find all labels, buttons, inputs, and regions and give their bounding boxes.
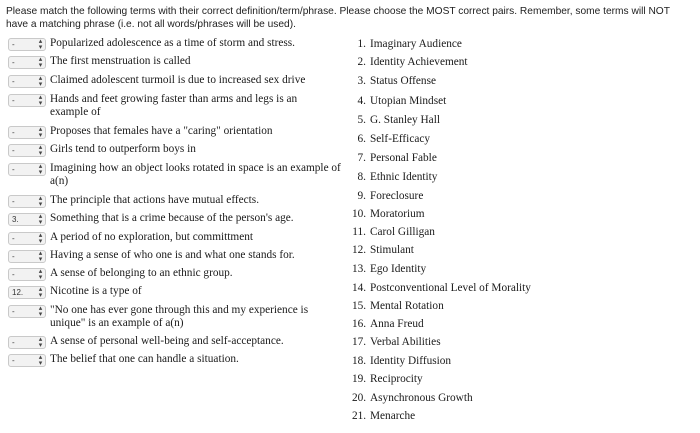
term-select[interactable]	[8, 126, 46, 139]
answer-number: 13.	[352, 263, 367, 275]
term-row	[8, 231, 353, 247]
select-value: -	[12, 356, 15, 365]
answer-item	[352, 151, 437, 165]
term-row	[8, 162, 353, 192]
term-select[interactable]	[8, 336, 46, 349]
answer-text: Self-Efficacy	[370, 133, 431, 145]
answer-number: 10.	[352, 208, 367, 220]
answer-item	[352, 207, 425, 221]
term-row	[8, 212, 353, 228]
answer-item	[352, 299, 444, 313]
term-row	[8, 93, 353, 123]
select-value: 12.	[12, 288, 24, 297]
term-text: Nicotine is a type of	[50, 285, 142, 297]
answer-item	[352, 262, 426, 276]
term-row	[8, 285, 353, 301]
select-value: -	[12, 146, 15, 155]
answer-text: Identity Achievement	[370, 56, 468, 68]
select-arrows-icon: ▴ ▾	[38, 305, 43, 318]
term-text: The belief that one can handle a situation.	[50, 353, 239, 365]
term-text: Something that is a crime because of the person's age.	[50, 212, 294, 224]
answer-number: 21.	[352, 410, 367, 422]
select-arrows-icon: ▴ ▾	[38, 232, 43, 245]
term-text: Popularized adolescence as a time of storm and stress.	[50, 37, 296, 49]
select-value: 3.	[12, 215, 19, 224]
answer-text: Asynchronous Growth	[370, 392, 473, 404]
answer-item	[352, 317, 424, 331]
answer-number: 2.	[357, 56, 366, 68]
select-arrows-icon: ▴ ▾	[38, 75, 43, 88]
select-value: -	[12, 270, 15, 279]
term-text: "No one has ever gone through this and my experience is unique" is an example of a(n)	[50, 304, 309, 329]
term-row	[8, 249, 353, 265]
answer-number: 7.	[357, 152, 366, 164]
answer-number: 5.	[357, 114, 366, 126]
term-row	[8, 194, 353, 210]
term-select[interactable]	[8, 38, 46, 51]
term-text: The first menstruation is called	[50, 55, 191, 67]
answer-number: 6.	[357, 133, 366, 145]
select-value: -	[12, 77, 15, 86]
term-text: Having a sense of who one is and what one stands for.	[50, 249, 295, 261]
term-select[interactable]	[8, 232, 46, 245]
term-select[interactable]	[8, 56, 46, 69]
answer-text: Postconventional Level of Morality	[370, 282, 531, 294]
answer-text: Personal Fable	[370, 152, 437, 164]
answer-number: 3.	[357, 75, 366, 87]
term-text: Claimed adolescent turmoil is due to increased sex drive	[50, 74, 306, 86]
term-text: Imagining how an object looks rotated in space is an example of a(n)	[50, 162, 341, 187]
term-text: A sense of belonging to an ethnic group.	[50, 267, 233, 279]
answer-item	[352, 354, 451, 368]
answer-text: Foreclosure	[370, 190, 424, 202]
select-value: -	[12, 252, 15, 261]
answer-item	[352, 55, 468, 69]
answer-item	[352, 409, 415, 423]
term-select[interactable]	[8, 268, 46, 281]
answer-number: 15.	[352, 300, 367, 312]
term-row	[8, 143, 353, 159]
answer-text: Status Offense	[370, 75, 436, 87]
term-row	[8, 304, 353, 334]
answer-text: Ego Identity	[370, 263, 427, 275]
answer-text: Imaginary Audience	[370, 38, 462, 50]
answer-number: 4.	[357, 95, 366, 107]
answer-text: Carol Gilligan	[370, 226, 435, 238]
answer-number: 8.	[357, 171, 366, 183]
answer-text: G. Stanley Hall	[370, 114, 440, 126]
select-value: -	[12, 96, 15, 105]
term-select[interactable]	[8, 163, 46, 176]
term-select[interactable]	[8, 75, 46, 88]
term-text: A period of no exploration, but committment	[50, 231, 253, 243]
answer-item	[352, 132, 430, 146]
answer-text: Mental Rotation	[370, 300, 444, 312]
answer-text: Identity Diffusion	[370, 355, 452, 367]
term-row	[8, 55, 353, 71]
answer-number: 12.	[352, 244, 367, 256]
answer-number: 16.	[352, 318, 367, 330]
answer-item	[352, 243, 414, 257]
select-arrows-icon: ▴ ▾	[38, 336, 43, 349]
term-select[interactable]	[8, 195, 46, 208]
select-arrows-icon: ▴ ▾	[38, 250, 43, 263]
select-arrows-icon: ▴ ▾	[38, 38, 43, 51]
answer-text: Menarche	[370, 410, 416, 422]
term-select[interactable]	[8, 286, 46, 299]
select-value: -	[12, 40, 15, 49]
select-arrows-icon: ▴ ▾	[38, 354, 43, 367]
answer-number: 9.	[357, 190, 366, 202]
term-select[interactable]	[8, 94, 46, 107]
select-arrows-icon: ▴ ▾	[38, 213, 43, 226]
term-text: The principle that actions have mutual effects.	[50, 194, 260, 206]
term-select[interactable]	[8, 250, 46, 263]
select-value: -	[12, 58, 15, 67]
term-row	[8, 74, 353, 90]
answer-number: 1.	[357, 38, 366, 50]
term-text: Girls tend to outperform boys in	[50, 143, 196, 155]
answer-item	[352, 37, 462, 51]
instructions-text: Please match the following terms with their correct definition/term/phrase. Please choose the MOST correct pairs. Remember, some terms will NOT have a matching phrase (i.e. not all words/phrases will be used).	[6, 6, 670, 30]
answer-number: 18.	[352, 355, 367, 367]
answer-number: 17.	[352, 336, 367, 348]
answer-item	[352, 74, 436, 88]
select-arrows-icon: ▴ ▾	[38, 195, 43, 208]
term-row	[8, 335, 353, 351]
answer-text: Verbal Abilities	[370, 336, 441, 348]
answer-text: Ethnic Identity	[370, 171, 438, 183]
answer-item	[352, 372, 423, 386]
answer-text: Moratorium	[370, 208, 425, 220]
select-arrows-icon: ▴ ▾	[38, 286, 43, 299]
term-select[interactable]	[8, 305, 46, 318]
answer-item	[352, 335, 441, 349]
answer-number: 11.	[352, 226, 366, 238]
answer-text: Utopian Mindset	[370, 95, 447, 107]
term-select[interactable]	[8, 213, 46, 226]
answer-number: 19.	[352, 373, 367, 385]
term-row	[8, 37, 353, 53]
term-text: A sense of personal well-being and self-acceptance.	[50, 335, 284, 347]
select-arrows-icon: ▴ ▾	[38, 56, 43, 69]
answer-item	[352, 189, 423, 203]
select-arrows-icon: ▴ ▾	[38, 144, 43, 157]
select-value: -	[12, 338, 15, 347]
term-select[interactable]	[8, 354, 46, 367]
term-text: Proposes that females have a "caring" orientation	[50, 125, 273, 137]
select-value: -	[12, 307, 15, 316]
answer-text: Anna Freud	[370, 318, 424, 330]
select-arrows-icon: ▴ ▾	[38, 163, 43, 176]
answer-item	[352, 281, 531, 295]
answer-item	[352, 170, 437, 184]
answer-number: 14.	[352, 282, 367, 294]
term-select[interactable]	[8, 144, 46, 157]
select-value: -	[12, 128, 15, 137]
term-row	[8, 267, 353, 283]
select-arrows-icon: ▴ ▾	[38, 94, 43, 107]
term-row	[8, 125, 353, 141]
select-value: -	[12, 234, 15, 243]
answer-item	[352, 391, 473, 405]
answer-number: 20.	[352, 392, 367, 404]
answer-text: Stimulant	[370, 244, 414, 256]
term-text: Hands and feet growing faster than arms and legs is an example of	[50, 93, 298, 118]
select-arrows-icon: ▴ ▾	[38, 268, 43, 281]
answer-item	[352, 94, 446, 108]
select-value: -	[12, 165, 15, 174]
select-value: -	[12, 197, 15, 206]
answer-item	[352, 113, 440, 127]
select-arrows-icon: ▴ ▾	[38, 126, 43, 139]
term-row	[8, 353, 353, 369]
answer-text: Reciprocity	[370, 373, 423, 385]
answer-item	[352, 225, 435, 239]
